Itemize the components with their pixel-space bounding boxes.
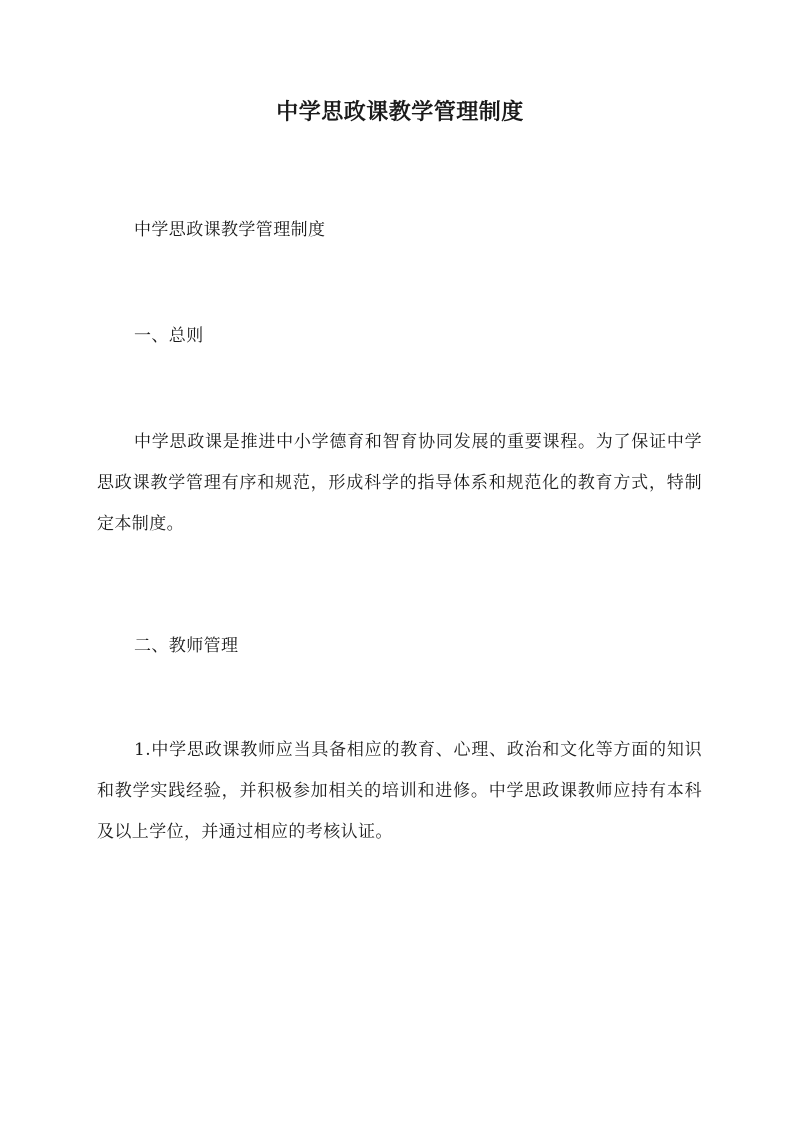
section-paragraph-general: 中学思政课是推进中小学德育和智育协同发展的重要课程。为了保证中学思政课教学管理有序和规范，形成科学的指导体系和规范化的教育方式，特制定本制度。 [97, 432, 702, 534]
section-heading-general: 一、总则 [134, 326, 204, 346]
document-subtitle: 中学思政课教学管理制度 [134, 220, 326, 240]
document-title: 中学思政课教学管理制度 [276, 99, 524, 125]
section-paragraph-teacher-management: 1.中学思政课教师应当具备相应的教育、心理、政治和文化等方面的知识和教学实践经验，并积极参加相关的培训和进修。中学思政课教师应持有本科及以上学位，并通过相应的考核认证。 [97, 740, 702, 842]
section-heading-teacher-management: 二、教师管理 [134, 636, 239, 656]
